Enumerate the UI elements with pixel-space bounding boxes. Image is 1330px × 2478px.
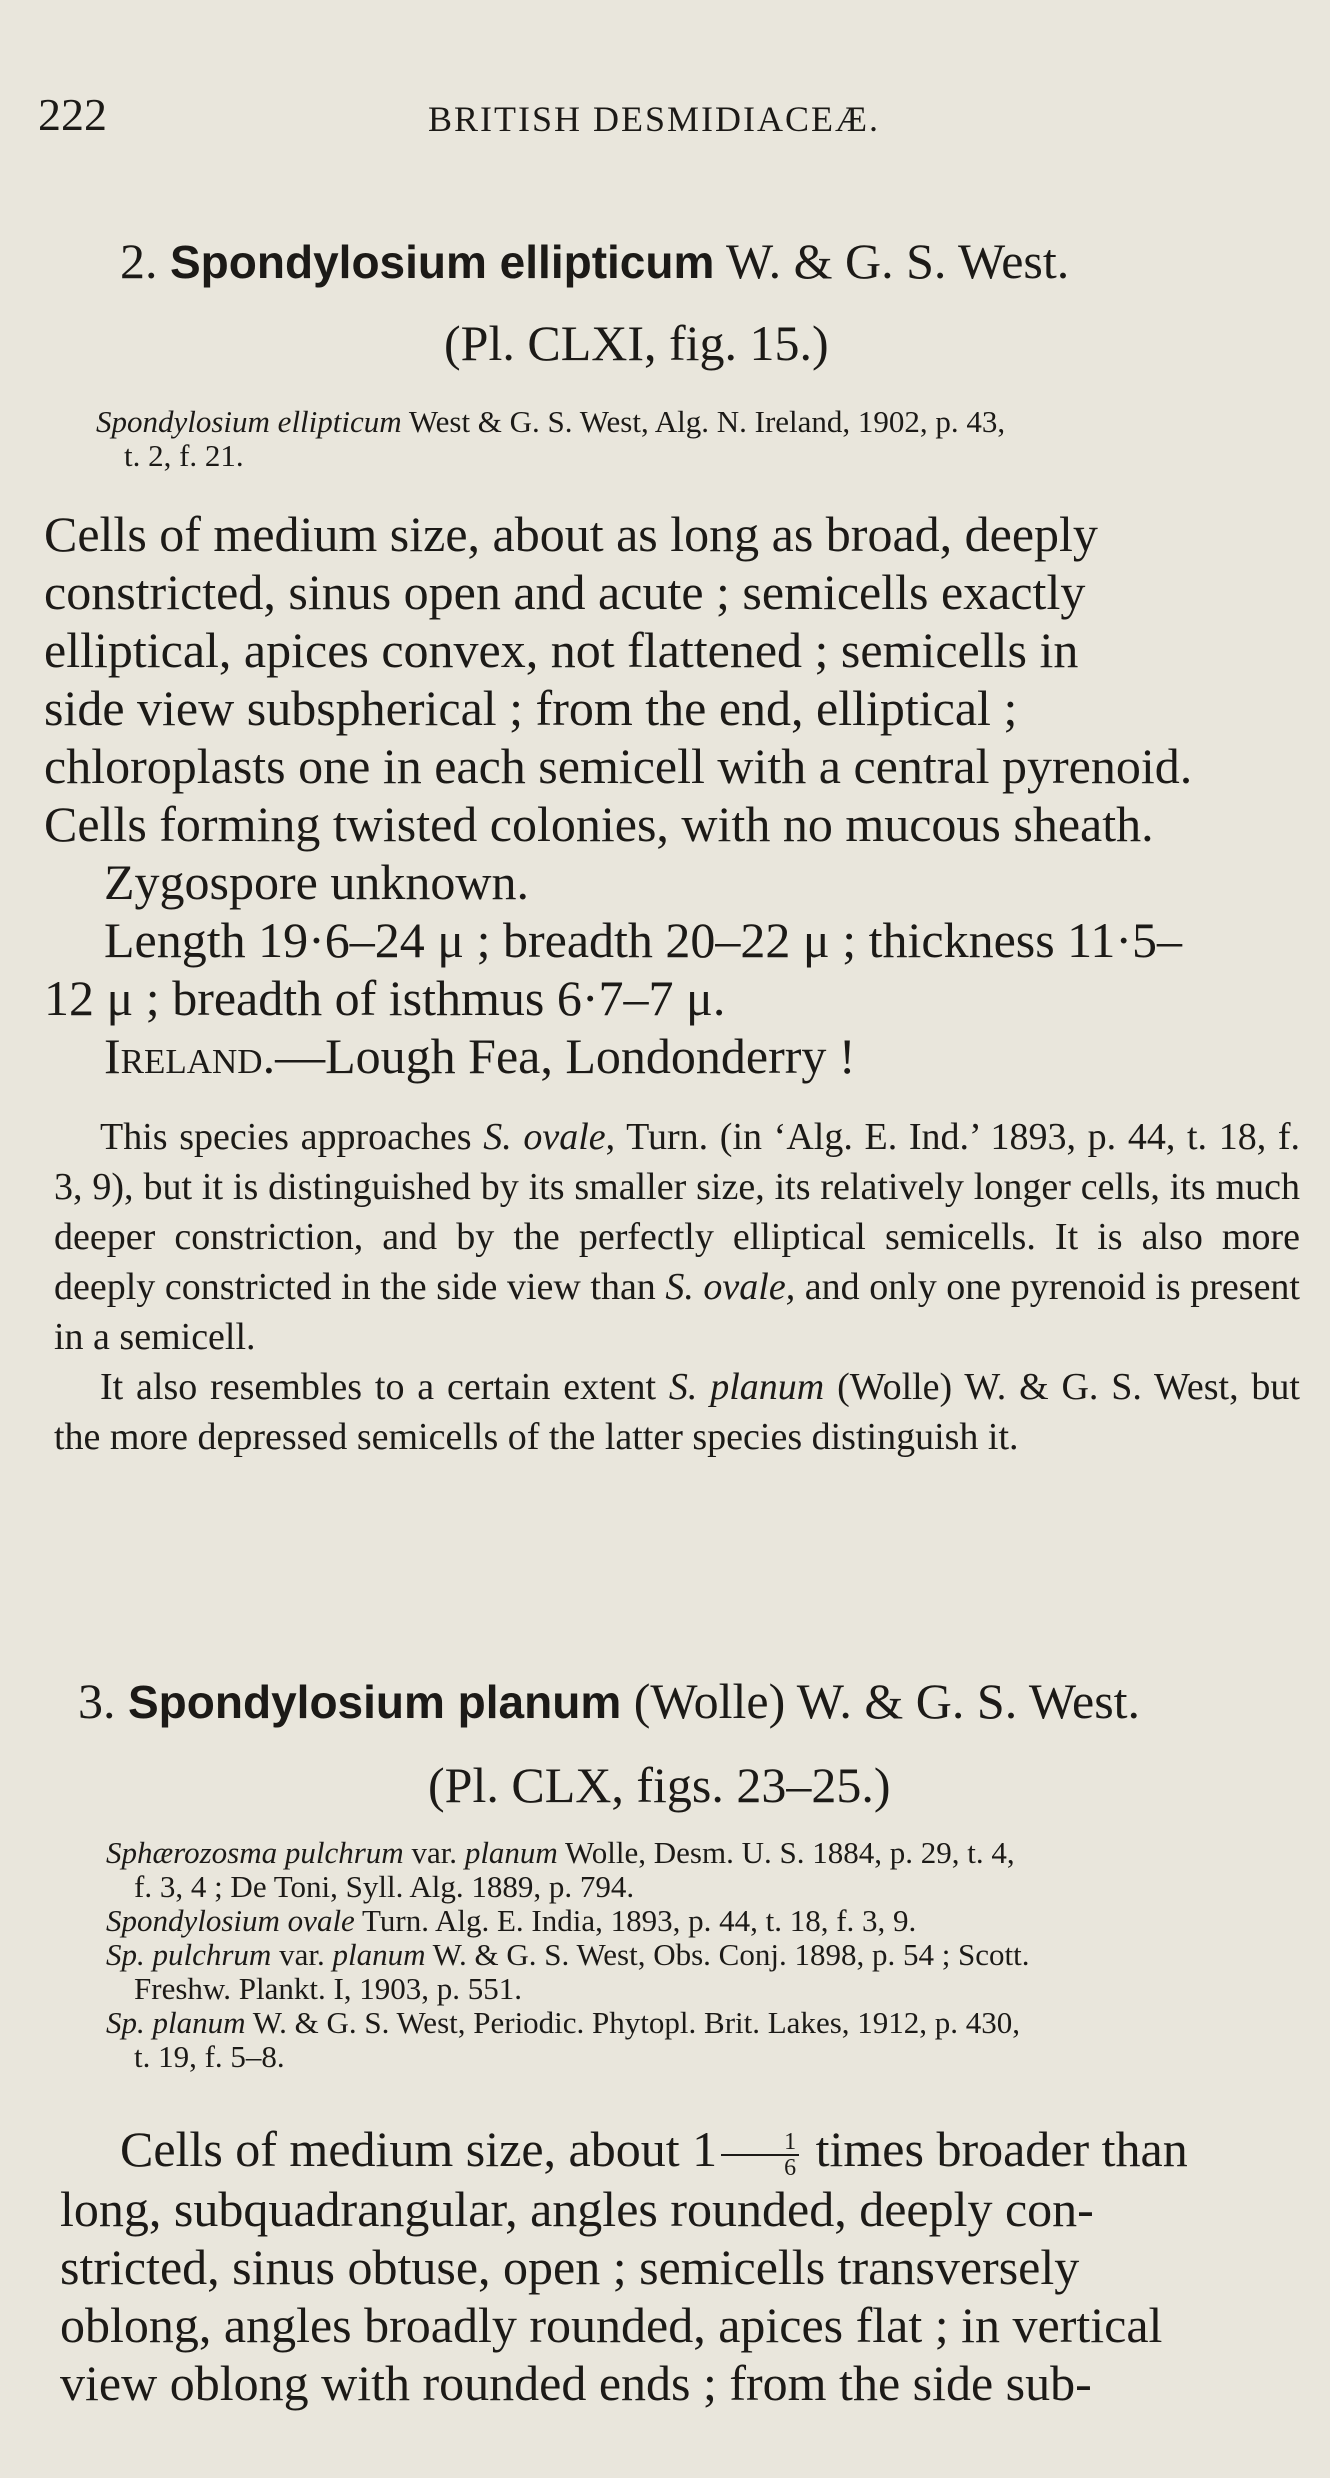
species-2-name: Spondylosium ellipticum (170, 236, 715, 288)
description-line: oblong, angles broadly rounded, apices flat ; in vertical (60, 2296, 1163, 2353)
fraction: $\frac{1}{6}$ (721, 2130, 799, 2180)
locality (44, 1027, 1300, 1085)
dimensions-line: Length 19·6–24 μ ; breadth 20–22 μ ; thickness 11·5– (104, 912, 1182, 968)
note-paragraph: It also resembles to a certain extent S. planum (Wolle) W. & G. S. West, but the more depressed semicells of the latter species distinguish it. (54, 1366, 1300, 1458)
species-3-number: 3. (78, 1673, 116, 1729)
description-line: constricted, sinus open and acute ; semicells exactly (44, 564, 1086, 620)
species-2-authority: W. & G. S. West. (726, 233, 1070, 289)
zygospore-note: Zygospore unknown. (104, 854, 529, 910)
page-number: 222 (38, 89, 107, 140)
description-line: stricted, sinus obtuse, open ; semicells transversely (60, 2238, 1080, 2295)
locality-text: —Lough Fea, Londonderry ! (275, 1028, 856, 1084)
species-2-synonymy (96, 405, 1296, 473)
species-2-notes (54, 1112, 1300, 1462)
species-3-heading (78, 1672, 1140, 1730)
running-title: BRITISH DESMIDIACEÆ. (428, 99, 881, 139)
description-line: chloroplasts one in each semicell with a central pyrenoid. (44, 738, 1193, 794)
dimensions-line: 12 μ ; breadth of isthmus 6·7–7 μ. (44, 970, 726, 1026)
description-line: long, subquadrangular, angles rounded, deeply con- (60, 2180, 1094, 2237)
description-line: Cells of medium size, about 1 $\frac{1}{6}$ times broader than (120, 2121, 1188, 2181)
species-2-number: 2. (120, 233, 158, 289)
species-3-synonymy (106, 1836, 1326, 2074)
description-line: side view subspherical ; from the end, elliptical ; (44, 680, 1018, 736)
species-2-heading (120, 232, 1069, 290)
synonym-entry: Sphærozosma pulchrum var. planum Wolle, Desm. U. S. 1884, p. 29, t. 4, f. 3, 4 ; De Toni, Syll. Alg. 1889, p. 794. (106, 1835, 1015, 1904)
note-paragraph: This species approaches S. ovale, Turn. (in ‘Alg. E. Ind.’ 1893, p. 44, t. 18, f. 3, 9), but it is distinguished by its smaller size, its relatively longer cells, its much deeper constriction, and by the perfectly elliptical semicells. It is also more deeply constricted in the side view than S. ovale, and only one pyrenoid is present in a semicell. (54, 1116, 1301, 1358)
synonym-entry: Sp. planum W. & G. S. West, Periodic. Phytopl. Brit. Lakes, 1912, p. 430, t. 19, f. 5–8. (106, 2005, 1021, 2074)
synonym-entry: Sp. pulchrum var. planum W. & G. S. West, Obs. Conj. 1898, p. 54 ; Scott. Freshw. Plankt. I, 1903, p. 551. (106, 1937, 1030, 2006)
synonym-entry: Spondylosium ellipticum West & G. S. West, Alg. N. Ireland, 1902, p. 43, t. 2, f. 21. (96, 404, 1006, 473)
description-line: Cells forming twisted colonies, with no mucous sheath. (44, 796, 1154, 852)
species-3-authority: (Wolle) W. & G. S. West. (633, 1673, 1141, 1729)
description-line: elliptical, apices convex, not flattened ; semicells in (44, 622, 1079, 678)
species-3-description (60, 2120, 1310, 2412)
species-3-name: Spondylosium planum (128, 1676, 622, 1728)
species-2-description (44, 505, 1300, 1085)
synonym-entry: Spondylosium ovale Turn. Alg. E. India, 1893, p. 44, t. 18, f. 3, 9. (106, 1903, 917, 1938)
species-2-plate: (Pl. CLXI, fig. 15.) (444, 315, 829, 371)
description-line: view oblong with rounded ends ; from the side sub- (60, 2354, 1092, 2411)
description-line: Cells of medium size, about as long as broad, deeply (44, 506, 1098, 562)
locality-label: Ireland. (104, 1028, 276, 1084)
species-3-plate: (Pl. CLX, figs. 23–25.) (428, 1757, 891, 1813)
